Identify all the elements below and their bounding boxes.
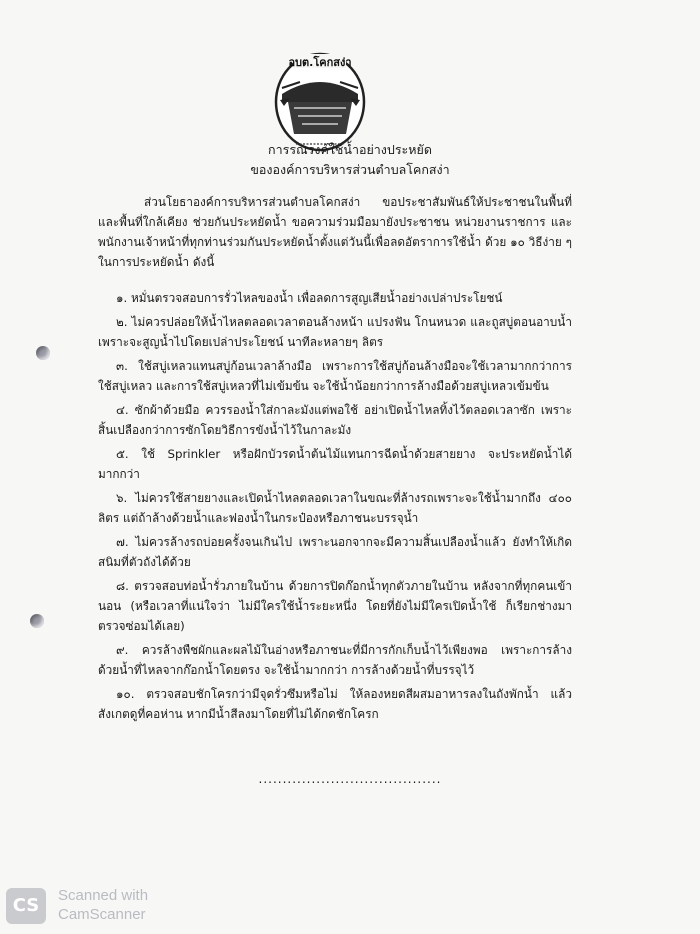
closing-dotted-line: ...................................... <box>258 772 442 786</box>
tip-item-2: ๒. ไม่ควรปล่อยให้น้ำไหลตลอดเวลาตอนล้างหน้า แปรงฟัน โกนหนวด และถูสบู่ตอนอาบน้ำ เพราะจะสูญน้ำไปโดยเปล่าประโยชน์ นาทีละหลายๆ ลิตร <box>98 315 572 349</box>
camscanner-badge-icon: CS <box>6 888 46 924</box>
intro-paragraph: ส่วนโยธาองค์การบริหารส่วนตำบลโคกสง่า ขอประชาสัมพันธ์ให้ประชาชนในพื้นที่และพื้นที่ใกล้เคียง ช่วยกันประหยัดน้ำ ขอความร่วมมือมายังประชาชน หน่วยงานราชการ และพนักงานเจ้าหน้าที่ทุกท่านร่วมกันประหยัดน้ำตั้งแต่วันนี้เพื่อลดอัตราการใช้น้ำ ด้วย ๑๐ วิธีง่าย ๆ ในการประหยัดน้ำ ดังนี้ <box>98 195 572 269</box>
tip-item-1: ๑. หมั่นตรวจสอบการรั่วไหลของน้ำ เพื่อลดการสูญเสียน้ำอย่างเปล่าประโยชน์ <box>116 291 503 305</box>
organization-logo <box>268 48 372 154</box>
tip-item-6: ๖. ไม่ควรใช้สายยางและเปิดน้ำไหลตลอดเวลาในขณะที่ล้างรถเพราะจะใช้น้ำมากถึง ๔๐๐ ลิตร แต่ถ้าล้างด้วยน้ำและฟองน้ำในกระป๋องหรือภาชนะบรรจุน้ำ <box>98 491 572 525</box>
logo-lettering: อบต.โคกสง่า <box>288 56 352 69</box>
tip-item-8: ๘. ตรวจสอบท่อน้ำรั่วภายในบ้าน ด้วยการปิดก๊อกน้ำทุกตัวภายในบ้าน หลังจากที่ทุกคนเข้านอน (หรือเวลาที่แน่ใจว่า ไม่มีใครใช้น้ำระยะหนึ่ง โดยที่ยังไม่มีใครเปิดน้ำใช้ ก็เรียกช่างมาตรวจซ่อมได้เลย) <box>98 579 572 633</box>
watermark-text <box>58 886 148 924</box>
document-title: การรณรงค์ใช้น้ำอย่างประหยัด <box>268 142 432 157</box>
watermark-line-2: CamScanner <box>58 906 146 923</box>
watermark-line-1: Scanned with <box>58 887 149 904</box>
tips-list <box>98 288 572 728</box>
punch-hole-top <box>36 346 50 360</box>
tip-item-7: ๗. ไม่ควรล้างรถบ่อยครั้งจนเกินไป เพราะนอกจากจะมีความสิ้นเปลืองน้ำแล้ว ยังทำให้เกิดสนิมที่ตัวถังได้ด้วย <box>98 535 572 569</box>
tip-item-9: ๙. ควรล้างพืชผักและผลไม้ในอ่างหรือภาชนะที่มีการกักเก็บน้ำไว้เพียงพอ เพราะการล้างด้วยน้ำที่ไหลจากก๊อกน้ำโดยตรง จะใช้น้ำมากกว่า การล้างด้วยน้ำที่บรรจุไว้ <box>98 643 572 677</box>
document-subtitle: ขององค์การบริหารส่วนตำบลโคกสง่า <box>250 162 450 177</box>
tip-item-5: ๕. ใช้ Sprinkler หรือฝักบัวรดน้ำต้นไม้แทนการฉีดน้ำด้วยสายยาง จะประหยัดน้ำได้มากกว่า <box>98 447 572 481</box>
camscanner-watermark <box>6 886 196 926</box>
tip-item-10: ๑๐. ตรวจสอบชักโครกว่ามีจุดรั่วซึมหรือไม่ ให้ลองหยดสีผสมอาหารลงในถังพักน้ำ แล้วสังเกตดูที่คอห่าน หากมีน้ำสีลงมาโดยที่ไม่ได้กดชักโครก <box>98 687 572 721</box>
tip-item-4: ๔. ซักผ้าด้วยมือ ควรรองน้ำใส่กาละมังแต่พอใช้ อย่าเปิดน้ำไหลทิ้งไว้ตลอดเวลาซัก เพราะสิ้นเปลืองกว่าการซักโดยวิธีการขังน้ำไว้ในกาละมัง <box>98 403 572 437</box>
tip-item-3: ๓. ใช้สบู่เหลวแทนสบู่ก้อนเวลาล้างมือ เพราะการใช้สบู่ก้อนล้างมือจะใช้เวลามากกว่าการใช้สบู่เหลว และการใช้สบู่เหลวที่ไม่เข้มข้น จะใช้น้ำน้อยกว่าการล้างมือด้วยสบู่เหลวเข้มข้น <box>98 359 572 393</box>
punch-hole-bottom <box>30 614 44 628</box>
